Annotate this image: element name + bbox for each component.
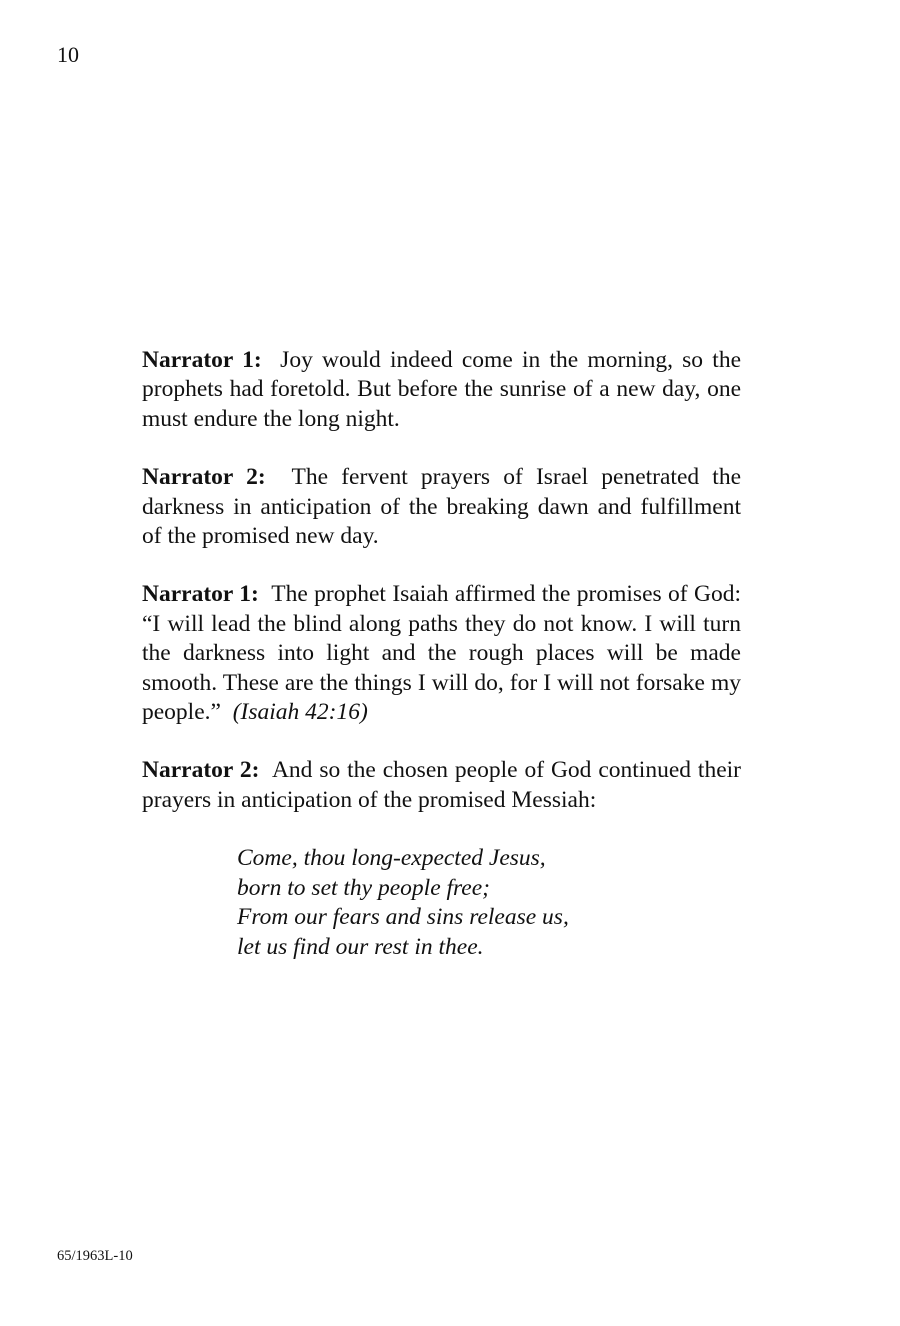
narration-text: The prophet Isaiah affirmed the promises of God: “I will lead the blind along paths they do not know. I will turn the darkness into light and the rough places will be made smooth. These are the things I will do, for I will not forsake my people.” <box>142 581 742 726</box>
page-number: 10 <box>57 42 79 67</box>
hymn-line: born to set thy people free; <box>237 874 490 901</box>
narration-paragraph <box>142 756 741 815</box>
narration-text: The fervent prayers of Israel penetrated the darkness in anticipation of the breaking dawn and fulfillment of the promised new day. <box>142 464 741 550</box>
narration-paragraph <box>142 346 741 434</box>
speaker-label: Narrator 1: <box>142 347 262 373</box>
hymn-line: From our fears and sins release us, <box>237 904 569 931</box>
footer-code: 65/1963L-10 <box>57 1248 133 1264</box>
hymn-line: Come, thou long-expected Jesus, <box>237 845 546 872</box>
narration-paragraph <box>142 580 741 727</box>
script-body <box>142 346 741 962</box>
narration-paragraph <box>142 463 741 551</box>
narration-text: And so the chosen people of God continued their prayers in anticipation of the promised Messiah: <box>142 757 741 813</box>
narration-text: Joy would indeed come in the morning, so the prophets had foretold. But before the sunrise of a new day, one must endure the long night. <box>142 347 741 432</box>
scripture-citation: (Isaiah 42:16) <box>232 699 368 726</box>
hymn-verse <box>237 844 741 962</box>
speaker-label: Narrator 2: <box>142 757 260 784</box>
speaker-label: Narrator 2: <box>142 464 266 491</box>
hymn-line: let us find our rest in thee. <box>237 933 484 960</box>
speaker-label: Narrator 1: <box>142 581 259 608</box>
